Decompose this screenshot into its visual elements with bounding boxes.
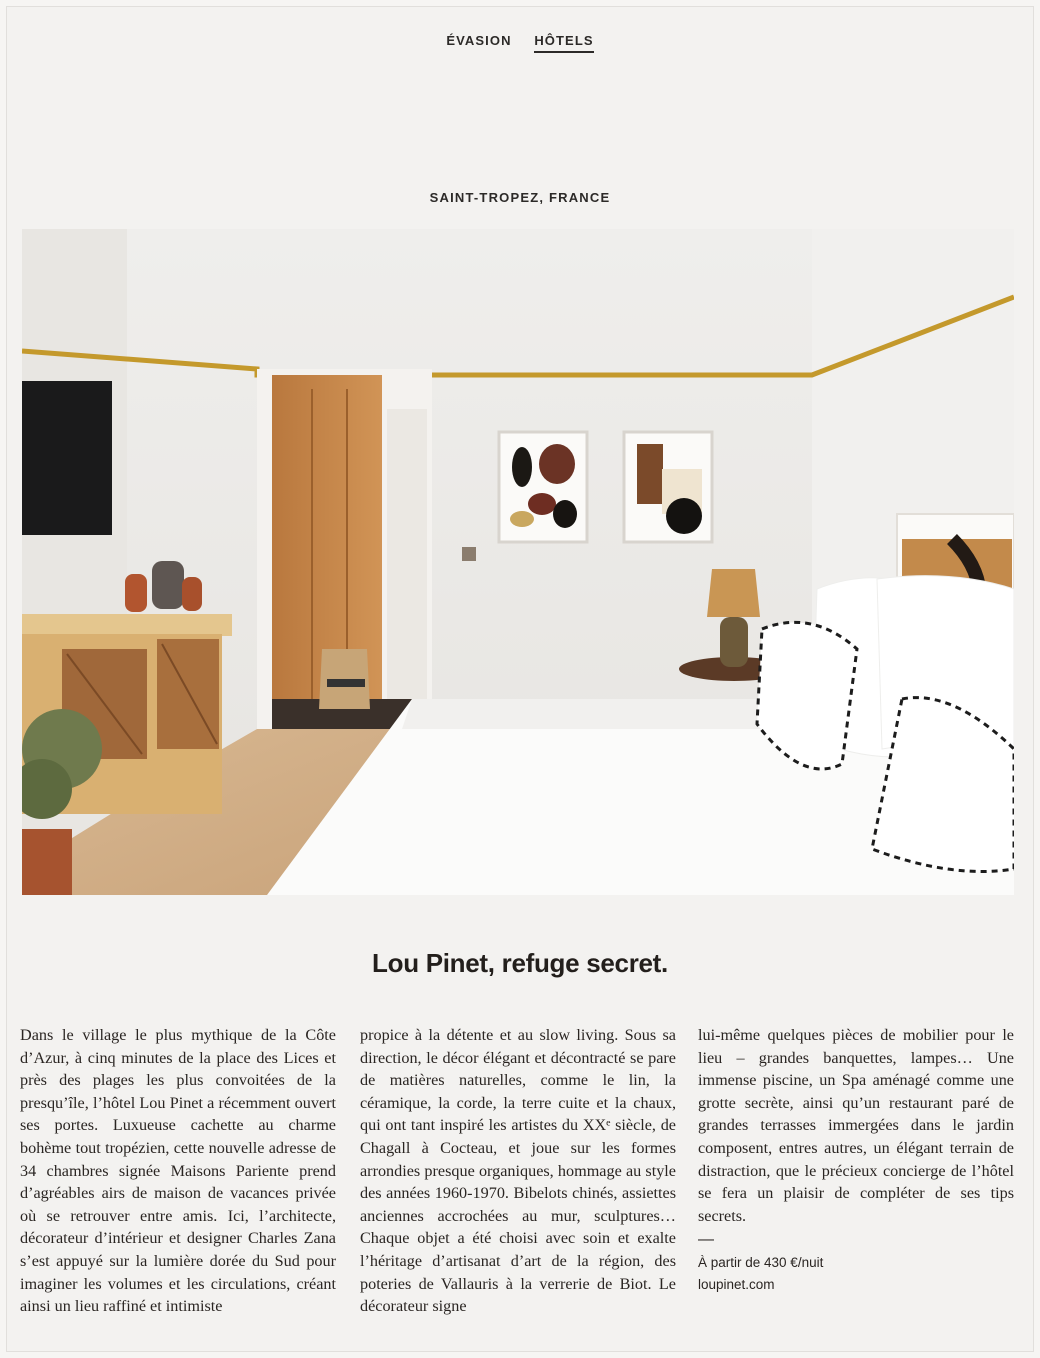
section-label: ÉVASION xyxy=(446,33,512,48)
price-info: À partir de 430 €/nuit xyxy=(698,1254,824,1270)
section-nav xyxy=(7,33,1033,53)
website-link[interactable]: loupinet.com xyxy=(698,1276,775,1292)
article-column-3 xyxy=(698,1024,1014,1296)
separator-dash: — xyxy=(698,1231,714,1249)
article-column-2 xyxy=(360,1024,676,1318)
column-1-text: Dans le village le plus mythique de la Côte d’Azur, à cinq minutes de la place des Lices et près des plages les plus convoitées de la presqu’île, l’hôtel Lou Pinet a récemment ouvert ses portes. Luxueuse cachette au charme bohème tout tropézien, cette nouvelle adresse de 34 chambres signée Maisons Pariente prend d’agréables airs de maison de vacances privée où se retrouver entre amis. Ici, l’architecte, décorateur d’intérieur et designer Charles Zana s’est appuyé sur la lumière dorée du Sud pour imaginer les volumes et les circulations, créant ainsi un lieu raffiné et intimiste xyxy=(20,1026,336,1316)
article-title: Lou Pinet, refuge secret. xyxy=(372,948,668,978)
column-3-text: lui-même quelques pièces de mobilier pour le lieu – grandes banquettes, lampes… Une immense piscine, un Spa aménagé comme une grotte secrète, ainsi qu’un restaurant paré de grandes terrasses immergées dans le jardin composent, entres autres, un élégant terrain de distraction, que le précieux concierge de l’hôtel se fera un plaisir de compléter de ses tips secrets. xyxy=(698,1026,1014,1225)
subsection-label: HÔTELS xyxy=(534,33,593,53)
column-2-text: propice à la détente et au slow living. Sous sa direction, le décor élégant et décontracté se pare de matières naturelles, comme le lin, la céramique, la corde, la terre cuite et la chaux, qui ont tant inspiré les artistes du XXᵉ siècle, de Chagall à Cocteau, et joue sur les formes arrondies presque organiques, hommage au style des années 1960-1970. Bibelots chinés, assiettes anciennes accrochées au mur, sculptures… Chaque objet a été choisi avec soin et exalte l’héritage d’artisanat d’art de la région, des poteries de Vallauris à la verrerie de Biot. Le décorateur signe xyxy=(360,1026,676,1316)
location-label: SAINT-TROPEZ, FRANCE xyxy=(429,190,611,205)
hotel-room-photo xyxy=(22,229,1014,895)
article-column-1 xyxy=(20,1024,336,1318)
